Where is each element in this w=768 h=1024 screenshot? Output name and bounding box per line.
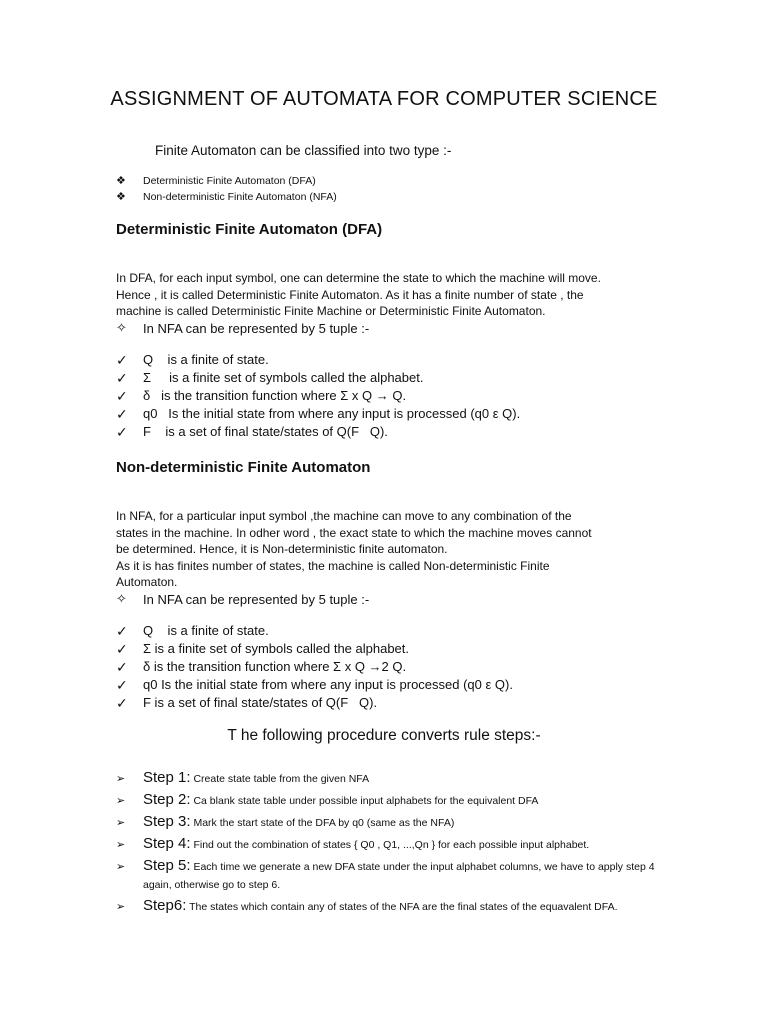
- list-item-text: Non-deterministic Finite Automaton (NFA): [143, 191, 337, 203]
- step-label: Step 2:: [143, 791, 191, 808]
- check-icon: ✓: [116, 659, 128, 675]
- step-item: [116, 791, 661, 809]
- paragraph-line: Automaton.: [116, 575, 178, 589]
- nfa-tuple-list: [116, 622, 513, 712]
- dfa-heading: Deterministic Finite Automaton (DFA): [116, 221, 383, 238]
- list-item-text: q0 Is the initial state from where any input is processed (q0 ε Q).: [143, 406, 521, 421]
- check-icon: ✓: [116, 370, 128, 386]
- step-text: The states which contain any of states of the NFA are the final states of the equavalent DFA.: [186, 901, 618, 913]
- nfa-paragraph: [116, 508, 661, 591]
- list-item: [116, 622, 513, 640]
- step-text: Ca blank state table under possible input alphabets for the equivalent DFA: [190, 795, 539, 807]
- page-title: ASSIGNMENT OF AUTOMATA FOR COMPUTER SCIENCE: [110, 88, 658, 110]
- step-item: [116, 897, 661, 915]
- step-item: [116, 857, 661, 893]
- step-item: [116, 813, 661, 831]
- check-icon: ✓: [116, 677, 128, 693]
- list-item: [116, 189, 337, 205]
- list-item-text: F is a set of final state/states of Q(F Q).: [143, 424, 388, 439]
- paragraph-line: As it is has finites number of states, the machine is called Non-deterministic Finite: [116, 558, 550, 573]
- step-label: Step 5:: [143, 857, 191, 874]
- intro-text: Finite Automaton can be classified into two type :-: [155, 143, 452, 158]
- list-item: [116, 676, 513, 694]
- list-item-text: Σ is a finite set of symbols called the alphabet.: [143, 641, 410, 656]
- diamond-bullet-icon: ❖: [116, 191, 126, 203]
- arrow-bullet-icon: ➢: [116, 773, 126, 785]
- paragraph-line: states in the machine. In odher word , the exact state to which the machine moves cannot: [116, 525, 592, 540]
- paragraph-line: In NFA, for a particular input symbol ,the machine can move to any combination of the: [116, 509, 572, 523]
- list-item-text: Σ is a finite set of symbols called the alphabet.: [143, 370, 424, 385]
- step-text: Each time we generate a new DFA state under the input alphabet columns, we have to apply step 4 again, otherwise go to step 6.: [143, 861, 655, 891]
- tuple-intro-text: In NFA can be represented by 5 tuple :-: [143, 320, 370, 336]
- step-text: Find out the combination of states { Q0 , Q1, ...,Qn } for each possible input alphabet.: [190, 839, 590, 851]
- step-label: Step 1:: [143, 769, 191, 786]
- list-item-text: Deterministic Finite Automaton (DFA): [143, 175, 316, 187]
- nfa-tuple-intro: [116, 591, 369, 607]
- step-text: Mark the start state of the DFA by q0 (same as the NFA): [190, 817, 455, 829]
- check-icon: ✓: [116, 424, 128, 440]
- arrow-bullet-icon: ➢: [116, 861, 126, 873]
- diamond-bullet-icon: ❖: [116, 175, 126, 187]
- step-item: [116, 835, 661, 853]
- step-item: [116, 769, 661, 787]
- list-item-text: q0 Is the initial state from where any input is processed (q0 ε Q).: [143, 677, 513, 692]
- arrow-bullet-icon: ➢: [116, 839, 126, 851]
- list-item-text: Q is a finite of state.: [143, 623, 269, 638]
- step-label: Step 3:: [143, 813, 191, 830]
- tuple-intro-text: In NFA can be represented by 5 tuple :-: [143, 591, 370, 607]
- check-icon: ✓: [116, 641, 128, 657]
- list-item: [116, 658, 513, 676]
- nfa-heading: Non-deterministic Finite Automaton: [116, 459, 371, 476]
- check-icon: ✓: [116, 406, 128, 422]
- check-icon: ✓: [116, 352, 128, 368]
- arrow-bullet-icon: ➢: [116, 795, 126, 807]
- step-label: Step6:: [143, 897, 187, 914]
- step-list: [116, 769, 661, 919]
- arrow-bullet-icon: ➢: [116, 817, 126, 829]
- procedure-heading: T he following procedure converts rule steps:-: [227, 727, 541, 744]
- list-item-text: Q is a finite of state.: [143, 352, 269, 367]
- step-text: Create state table from the given NFA: [190, 773, 370, 785]
- step-label: Step 4:: [143, 835, 191, 852]
- dfa-paragraph: [116, 270, 661, 320]
- list-item-text: δ is the transition function where Σ x Q → Q.: [143, 388, 407, 403]
- paragraph-line: be determined. Hence, it is Non-deterministic finite automaton.: [116, 542, 448, 556]
- paragraph-line: In DFA, for each input symbol, one can determine the state to which the machine will move.: [116, 271, 601, 285]
- check-icon: ✓: [116, 623, 128, 639]
- check-icon: ✓: [116, 695, 128, 711]
- list-item-text: F is a set of final state/states of Q(F Q).: [143, 695, 378, 710]
- list-item: [116, 423, 520, 441]
- list-item: [116, 387, 520, 405]
- list-item: [116, 694, 513, 712]
- list-item: [116, 369, 520, 387]
- paragraph-line: Hence , it is called Deterministic Finite Automaton. As it has a finite number of state , the: [116, 287, 584, 302]
- list-item-text: δ is the transition function where Σ x Q →2 Q.: [143, 659, 407, 674]
- star-bullet-icon: ✧: [116, 591, 127, 606]
- dfa-tuple-intro: [116, 320, 369, 336]
- paragraph-line: machine is called Deterministic Finite Machine or Deterministic Finite Automaton.: [116, 304, 546, 318]
- star-bullet-icon: ✧: [116, 320, 127, 335]
- dfa-tuple-list: [116, 351, 520, 441]
- list-item: [116, 405, 520, 423]
- list-item: [116, 351, 520, 369]
- type-list: [116, 173, 337, 205]
- arrow-bullet-icon: ➢: [116, 901, 126, 913]
- check-icon: ✓: [116, 388, 128, 404]
- list-item: [116, 173, 337, 189]
- list-item: [116, 640, 513, 658]
